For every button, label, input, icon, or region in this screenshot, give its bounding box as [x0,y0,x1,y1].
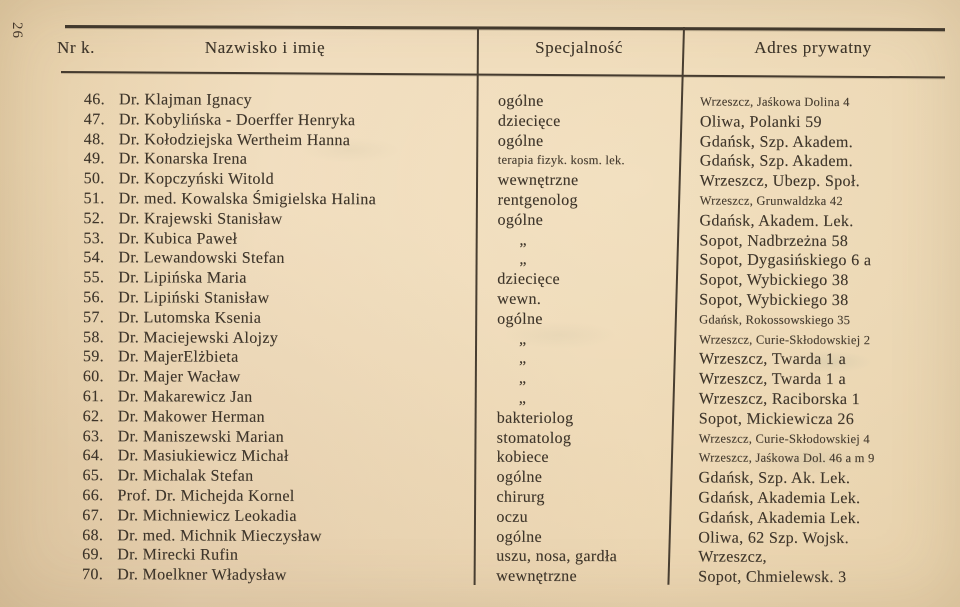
table-row [63,565,943,588]
address-cell: Sopot, Nadbrzeżna 58 [699,232,849,250]
row-number: 46. [83,91,105,109]
doctor-name: Dr. Krajewski Stanisław [118,209,283,228]
specialty-cell: ogólne [497,310,543,328]
doctor-name: Dr. Lewandowski Stefan [118,249,285,268]
address-cell: Wrzeszcz, Twarda 1 a [698,350,847,369]
row-number: 66. [82,487,104,505]
doctor-name: Dr. Kołodziejska Wertheim Hanna [118,130,351,149]
doctor-name: Dr. Lipiński Stanisław [118,289,270,307]
row-number: 53. [83,229,105,247]
address-cell: Wrzeszcz, Twarda 1 a [698,370,847,389]
specialty-cell: „ [518,369,527,387]
table-top-rule [65,25,945,31]
address-cell: Wrzeszcz, Jaśkowa Dolina 4 [699,94,850,110]
row-number: 65. [82,467,104,485]
column-header-nr: Nr k. [57,38,95,57]
address-cell: Sopot, Dygasińskiego 6 a [699,251,872,270]
row-number: 62. [82,407,104,425]
specialty-cell: terapia fizyk. kosm. lek. [497,153,625,168]
specialty-cell: kobiece [496,449,549,467]
row-number: 49. [83,150,105,168]
specialty-cell: stomatolog [496,429,572,447]
page-number: 26 [9,22,25,39]
address-cell: Wrzeszcz, [698,548,767,567]
row-number: 54. [83,249,105,267]
specialty-cell: oczu [496,508,529,526]
doctor-name: Dr. med. Kowalska Śmigielska Halina [118,190,377,209]
doctor-name: Dr. Maciejewski Alojzy [118,328,279,347]
specialty-cell: chirurg [496,488,545,506]
doctor-name: Dr. Lipińska Maria [118,269,247,287]
doctor-name: Dr. Makarewicz Jan [117,388,253,406]
doctor-name: Dr. MajerElżbieta [117,348,239,367]
row-number: 68. [82,526,104,544]
address-cell: Sopot, Chmielewsk. 3 [698,568,847,587]
address-cell: Wrzeszcz, Jaśkowa Dol. 46 a m 9 [698,450,875,466]
specialty-cell: wewnętrzne [497,171,579,190]
address-cell: Sopot, Wybickiego 38 [699,271,849,290]
doctor-name: Dr. med. Michnik Mieczysław [117,526,322,545]
doctor-name: Dr. Lutomska Ksenia [118,308,262,327]
specialty-cell: „ [519,231,527,249]
address-cell: Wrzeszcz, Raciborska 1 [698,390,861,409]
row-number: 70. [82,566,104,584]
row-number: 58. [82,328,105,346]
row-number: 67. [82,506,104,524]
row-number: 61. [82,388,104,406]
specialty-cell: dziecięce [497,270,560,289]
doctor-name: Dr. Konarska Irena [118,150,248,169]
row-number: 56. [83,289,105,307]
row-number: 51. [83,190,105,208]
row-number: 60. [82,368,104,386]
specialty-cell: ogólne [497,211,544,229]
specialty-cell: ogólne [497,92,544,110]
address-cell: Gdańsk, Szp. Akadem. [699,133,854,151]
specialty-cell: wewn. [497,290,542,308]
doctor-name: Dr. Mirecki Rufin [117,546,239,564]
address-cell: Wrzeszcz, Grunwaldzka 42 [699,193,843,208]
address-cell: Wrzeszcz, Ubezp. Społ. [699,172,861,191]
doctor-name: Prof. Dr. Michejda Kornel [117,487,295,505]
directory-table [57,25,945,587]
table-rows [63,90,945,588]
column-header-specialty: Specjalność [535,38,623,57]
row-number: 52. [83,209,105,227]
address-cell: Gdańsk, Akademia Lek. [698,489,861,507]
doctor-name: Dr. Klajman Ignacy [118,91,252,109]
specialty-cell: „ [518,350,527,368]
specialty-cell: „ [519,251,527,269]
doctor-name: Dr. Majer Wacław [117,368,241,386]
row-number: 55. [83,269,105,287]
address-cell: Gdańsk, Szp. Ak. Lek. [698,469,851,488]
specialty-cell: bakteriolog [496,409,574,427]
specialty-cell: wewnętrzne [496,567,577,586]
doctor-name: Dr. Kopczyński Witold [118,170,274,188]
row-number: 57. [83,308,105,326]
doctor-name: Dr. Kubica Paweł [118,229,238,248]
address-cell: Wrzeszcz, Curie-Skłodowskiej 2 [699,331,871,347]
row-number: 48. [83,130,105,148]
address-cell: Oliwa, Polanki 59 [699,113,822,131]
address-cell: Gdańsk, Rokossowskiego 35 [699,312,851,327]
doctor-name: Dr. Kobylińska - Doerffer Henryka [118,111,356,129]
specialty-cell: uszu, nosa, gardła [496,547,618,566]
doctor-name: Dr. Maniszewski Marian [117,427,285,446]
specialty-cell: rentgenolog [497,191,578,209]
doctor-name: Dr. Makower Herman [117,407,265,426]
column-header-address: Adres prywatny [754,38,872,57]
specialty-cell: ogólne [496,468,543,486]
row-number: 59. [82,348,105,366]
address-cell: Gdańsk, Akademia Lek. [698,509,861,527]
row-number: 63. [82,427,104,445]
address-cell: Sopot, Mickiewicza 26 [698,410,855,428]
specialty-cell: ogólne [496,528,542,546]
row-number: 50. [83,170,105,188]
address-cell: Gdańsk, Akadem. Lek. [699,212,854,230]
row-number: 47. [83,110,105,128]
row-number: 64. [82,447,104,465]
doctor-name: Dr. Michniewicz Leokadia [117,506,297,525]
row-number: 69. [82,546,104,564]
table-header-rule [61,71,945,78]
address-cell: Oliwa, 62 Szp. Wojsk. [698,528,849,547]
doctor-name: Dr. Moelkner Władysław [117,566,287,584]
specialty-cell: dziecięce [497,112,561,130]
specialty-cell: „ [518,389,527,407]
specialty-cell: „ [519,330,527,348]
doctor-name: Dr. Michalak Stefan [117,467,254,485]
specialty-cell: ogólne [497,132,544,150]
address-cell: Sopot, Wybickiego 38 [699,291,849,309]
column-header-name: Nazwisko i imię [204,38,326,57]
doctor-name: Dr. Masiukiewicz Michał [117,447,289,466]
address-cell: Gdańsk, Szp. Akadem. [699,152,853,171]
address-cell: Wrzeszcz, Curie-Skłodowskiej 4 [698,430,870,446]
